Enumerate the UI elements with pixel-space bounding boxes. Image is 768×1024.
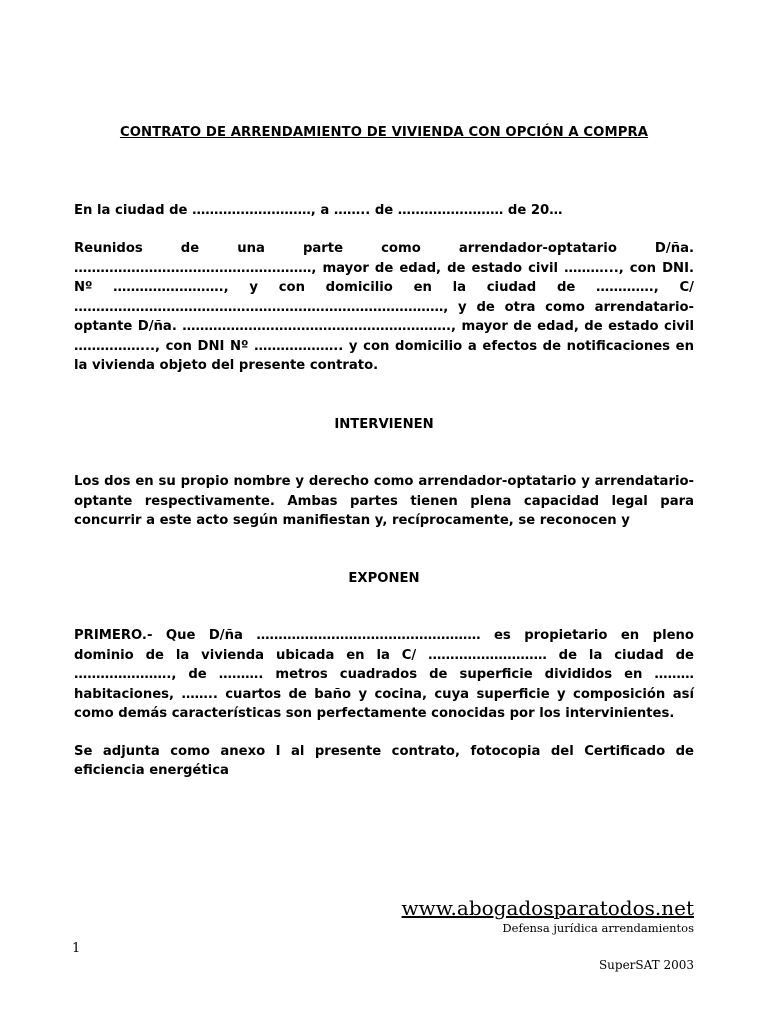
anexo-paragraph: Se adjunta como anexo I al presente contrato, fotocopia del Certificado de eficiencia energética <box>74 743 694 778</box>
contract-title: CONTRATO DE ARRENDAMIENTO DE VIVIENDA CON OPCIÓN A COMPRA <box>119 125 649 140</box>
parties-paragraph: Reunidos de una parte como arrendador-optatario D/ña. ………………………………………………, mayor de edad, de estado civil ………..., con DNI. Nº ……………………., y con domicilio en la ciudad de …………., C/ …………………………………………………………………………, y de otra como arrendatario-optante D/ña. ……………………………………………………., mayor de edad, de estado civil ……………..., con DNI Nº ……………….. y con domicilio a efectos de notificaciones en la vivienda objeto del presente contrato. <box>74 241 694 373</box>
page-number: 1 <box>72 941 81 956</box>
website-link[interactable]: www.abogadosparatodos.net <box>401 896 694 920</box>
footer-brand: SuperSAT 2003 <box>598 958 694 972</box>
primero-paragraph: PRIMERO.- Que D/ña …………………………………………… es propietario en pleno dominio de la vivienda ubicada en la C/ ……………………… de la ciudad de …………………., de ………. metros cuadrados de superficie divididos en ……… habitaciones, …….. cuartos de baño y cocina, cuya superficie y composición así como demás características son perfectamente conocidas por los intervinientes. <box>74 628 694 721</box>
heading-intervienen: INTERVIENEN <box>334 416 434 432</box>
footer-tagline: Defensa jurídica arrendamientos <box>502 921 694 935</box>
intervienen-paragraph: Los dos en su propio nombre y derecho como arrendador-optatario y arrendatario-optante respectivamente. Ambas partes tienen plena capacidad legal para concurrir a este acto según manifiestan y, recíprocamente, se reconocen y <box>74 474 694 528</box>
contract-body <box>74 123 694 781</box>
place-date-line: En la ciudad de ………………………, a …….. de …………………… de 20… <box>74 202 563 218</box>
heading-exponen: EXPONEN <box>348 570 420 586</box>
